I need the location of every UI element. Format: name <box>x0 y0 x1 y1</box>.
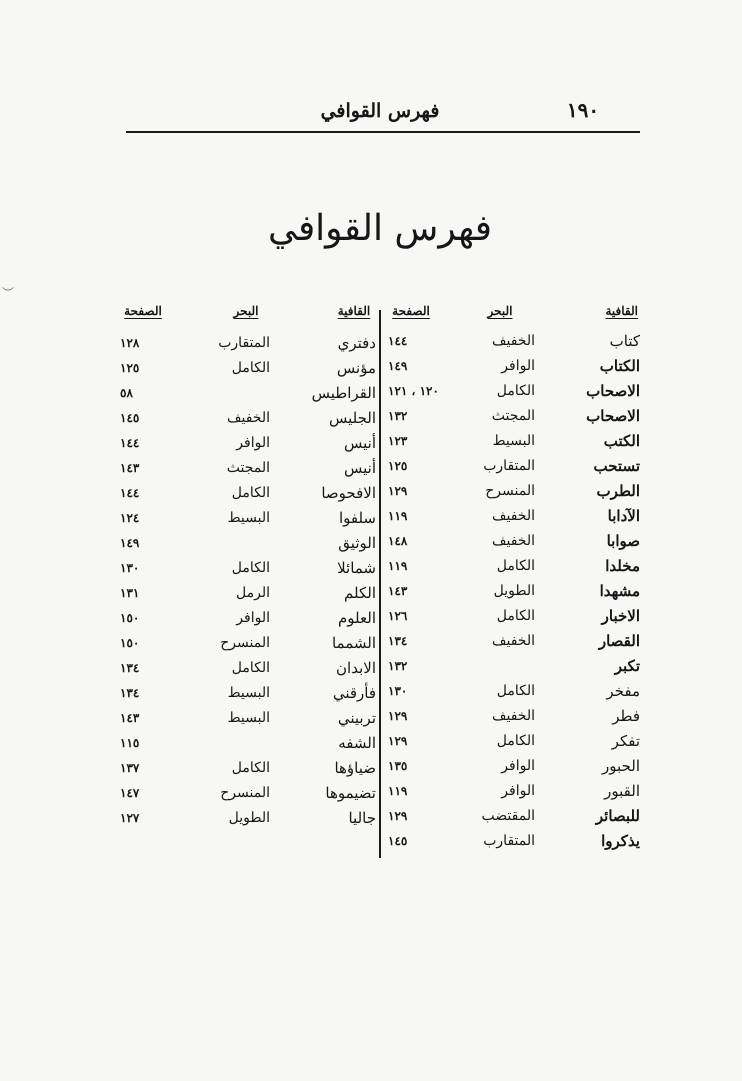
page-cell: ١١٩ <box>388 509 408 523</box>
page-cell: ١٢٣ <box>388 434 408 448</box>
rhyme-cell: دفتري <box>337 334 376 352</box>
rhyme-cell: تستحب <box>593 457 640 475</box>
right-rhyme-header: القافية <box>605 304 638 318</box>
page-cell: ١٢٥ <box>388 459 408 473</box>
left-rhyme-header: القافية <box>337 304 371 318</box>
rhyme-cell: سلفوا <box>338 509 376 527</box>
index-row <box>382 454 642 479</box>
meter-cell: الخفيف <box>492 533 535 549</box>
page-cell: ١٤٣ <box>120 711 140 725</box>
rhyme-cell: مشهدا <box>599 582 640 600</box>
meter-cell <box>186 381 270 406</box>
rhyme-cell: الكتب <box>603 432 640 450</box>
meter-cell: المقتضب <box>481 808 535 824</box>
meter-cell: الكامل <box>496 733 535 749</box>
rhyme-cell: يذكروا <box>601 832 640 850</box>
rhyme-cell: فطر <box>612 707 640 725</box>
meter-cell: الطويل <box>493 583 535 599</box>
meter-cell: الوافر <box>501 358 535 374</box>
index-row <box>120 756 378 781</box>
rhyme-cell: الاصحاب <box>586 382 640 400</box>
page-cell: ١٢٨ <box>120 336 140 350</box>
meter-cell: المجتث <box>491 408 535 424</box>
meter-cell: المنسرح <box>220 785 270 801</box>
meter-cell: الكامل <box>231 560 270 576</box>
meter-cell: الطويل <box>228 810 270 826</box>
meter-cell: الوافر <box>501 783 535 799</box>
meter-cell: المنسرح <box>220 635 270 651</box>
meter-cell: الخفيف <box>227 410 270 426</box>
rhyme-cell: القراطيس <box>311 384 376 402</box>
index-row <box>382 804 642 829</box>
index-title: فهرس القوافي <box>267 208 493 249</box>
column-divider <box>379 310 381 858</box>
page-cell: ١٢٩ <box>388 484 408 498</box>
meter-cell <box>459 654 535 679</box>
index-row <box>382 554 642 579</box>
index-row <box>382 779 642 804</box>
index-row <box>120 456 378 481</box>
index-row <box>382 329 642 354</box>
rhyme-cell: للبصائر <box>595 807 640 825</box>
meter-cell: الكامل <box>496 683 535 699</box>
page-cell: ١١٩ <box>388 784 408 798</box>
page-cell: ١٤٤ <box>120 486 140 500</box>
left-page-header: الصفحة <box>124 304 162 318</box>
rhyme-cell: تكبر <box>614 657 640 675</box>
index-row <box>120 431 378 456</box>
page-cell: ١٢٩ <box>388 809 408 823</box>
rhyme-cell: تفكر <box>611 732 640 750</box>
index-row <box>120 806 378 831</box>
meter-cell: الوافر <box>236 435 270 451</box>
index-row <box>382 354 642 379</box>
rhyme-cell: صوابا <box>606 532 640 550</box>
meter-cell: البسيط <box>227 685 270 701</box>
rhyme-cell: القصار <box>598 632 640 650</box>
rhyme-cell: جاليا <box>348 809 376 827</box>
rhyme-cell: ضياؤها <box>334 759 376 777</box>
page-cell: ١٤٩ <box>120 536 140 550</box>
page-cell: ١١٥ <box>120 736 140 750</box>
index-row <box>120 331 378 356</box>
meter-cell: الوافر <box>501 758 535 774</box>
page-cell: ١٣٤ <box>120 686 140 700</box>
index-row <box>382 704 642 729</box>
page-cell: ١٥٠ <box>120 636 140 650</box>
rhyme-cell: الطرب <box>596 482 640 500</box>
page-cell: ١٢٠ ، ١٢١ <box>388 384 439 398</box>
index-row <box>382 629 642 654</box>
index-row <box>382 729 642 754</box>
rhyme-cell: مؤنس <box>336 359 376 377</box>
rhyme-cell: الشفه <box>338 734 376 752</box>
page-cell: ١٣٧ <box>120 761 140 775</box>
rhyme-cell: الشمما <box>331 634 376 652</box>
right-meter-header: البحر <box>487 304 513 318</box>
meter-cell: البسيط <box>227 510 270 526</box>
index-row <box>120 656 378 681</box>
index-row <box>120 481 378 506</box>
rhyme-cell: تضيموها <box>325 784 376 802</box>
index-row <box>382 479 642 504</box>
right-page-header: الصفحة <box>392 304 430 318</box>
index-row <box>382 654 642 679</box>
page-cell: ١٤٣ <box>120 461 140 475</box>
page-cell: ١٢٩ <box>388 709 408 723</box>
page-cell: ١٣٤ <box>388 634 408 648</box>
page-cell: ١٥٠ <box>120 611 140 625</box>
page-cell: ١٤٧ <box>120 786 140 800</box>
index-row <box>120 556 378 581</box>
meter-cell <box>186 531 270 556</box>
index-row <box>120 731 378 756</box>
index-row <box>120 781 378 806</box>
page-cell: ١٤٥ <box>388 834 408 848</box>
page-cell: ١٣٢ <box>388 659 408 673</box>
index-row <box>120 681 378 706</box>
page-cell: ١٣٤ <box>120 661 140 675</box>
page-cell: ١٢٩ <box>388 734 408 748</box>
index-row <box>120 606 378 631</box>
page-cell: ١٤٨ <box>388 534 408 548</box>
index-row <box>120 531 378 556</box>
rhyme-cell: أنيس <box>344 434 376 452</box>
header-rule <box>126 131 640 133</box>
meter-cell: الكامل <box>231 360 270 376</box>
rhyme-cell: مفخر <box>606 682 640 700</box>
meter-cell: الكامل <box>496 608 535 624</box>
meter-cell: المجتث <box>226 460 270 476</box>
rhyme-cell: القبور <box>604 782 640 800</box>
page-cell: ١٣٢ <box>388 409 408 423</box>
page-cell: ١٤٤ <box>388 334 408 348</box>
index-row <box>120 506 378 531</box>
meter-cell: الكامل <box>231 760 270 776</box>
index-row <box>382 754 642 779</box>
index-row <box>382 429 642 454</box>
index-row <box>120 706 378 731</box>
page-cell: ١٢٥ <box>120 361 140 375</box>
index-row <box>382 404 642 429</box>
rhyme-cell: الحبور <box>602 757 640 775</box>
meter-cell: الخفيف <box>492 708 535 724</box>
index-row <box>120 406 378 431</box>
rhyme-cell: الجليس <box>328 409 376 427</box>
rhyme-cell: الافحوصا <box>321 484 376 502</box>
index-row <box>382 504 642 529</box>
page-number: ١٩٠ <box>566 98 600 122</box>
meter-cell: المتقارب <box>483 833 535 849</box>
meter-cell: الكامل <box>231 485 270 501</box>
meter-cell: المنسرح <box>485 483 535 499</box>
rhyme-cell: كتاب <box>609 332 640 350</box>
meter-cell <box>186 731 270 756</box>
page-cell: ١٤٥ <box>120 411 140 425</box>
rhyme-cell: الكتاب <box>599 357 640 375</box>
meter-cell: الرمل <box>236 585 270 601</box>
rhyme-cell: تربيني <box>337 709 376 727</box>
rhyme-cell: شمائلا <box>337 559 376 577</box>
meter-cell: المتقارب <box>483 458 535 474</box>
page-cell: ١٢٧ <box>120 811 140 825</box>
index-row <box>382 529 642 554</box>
page-cell: ١٣١ <box>120 586 140 600</box>
meter-cell: الخفيف <box>492 508 535 524</box>
index-row <box>120 356 378 381</box>
index-row <box>382 604 642 629</box>
index-row <box>382 379 642 404</box>
page-cell: ١٣٠ <box>388 684 408 698</box>
index-row <box>382 579 642 604</box>
rhyme-cell: فأرقني <box>332 684 376 702</box>
rhyme-cell: مخلدا <box>605 557 640 575</box>
meter-cell: البسيط <box>492 433 535 449</box>
index-row <box>382 829 642 854</box>
page-cell: ١٣٠ <box>120 561 140 575</box>
page-cell: ١٢٦ <box>388 609 408 623</box>
meter-cell: الوافر <box>236 610 270 626</box>
page-cell: ١٤٩ <box>388 359 408 373</box>
meter-cell: البسيط <box>227 710 270 726</box>
meter-cell: الخفيف <box>492 333 535 349</box>
meter-cell: الخفيف <box>492 633 535 649</box>
meter-cell: الكامل <box>496 383 535 399</box>
page-cell: ١٣٥ <box>388 759 408 773</box>
rhyme-cell: الاصحاب <box>586 407 640 425</box>
index-row <box>120 581 378 606</box>
meter-cell: الكامل <box>496 558 535 574</box>
rhyme-cell: أنيس <box>344 459 376 477</box>
rhyme-cell: الكلم <box>344 584 376 602</box>
meter-cell: المتقارب <box>218 335 270 351</box>
meter-cell: الكامل <box>231 660 270 676</box>
page-cell: ١٤٣ <box>388 584 408 598</box>
running-title: فهرس القوافي <box>320 100 440 122</box>
index-row <box>120 381 378 406</box>
page-cell: ٥٨ <box>120 386 133 400</box>
page-cell: ١٤٤ <box>120 436 140 450</box>
page-cell: ١١٩ <box>388 559 408 573</box>
index-row <box>120 631 378 656</box>
left-meter-header: البحر <box>233 304 259 318</box>
rhyme-cell: الوثيق <box>338 534 376 552</box>
scan-margin-mark: ︶ <box>2 286 15 300</box>
rhyme-cell: العلوم <box>338 609 376 627</box>
rhyme-cell: الاخبار <box>601 607 640 625</box>
rhyme-cell: الآدابا <box>607 507 640 525</box>
page-cell: ١٢٤ <box>120 511 140 525</box>
rhyme-cell: الابدان <box>336 659 376 677</box>
index-row <box>382 679 642 704</box>
